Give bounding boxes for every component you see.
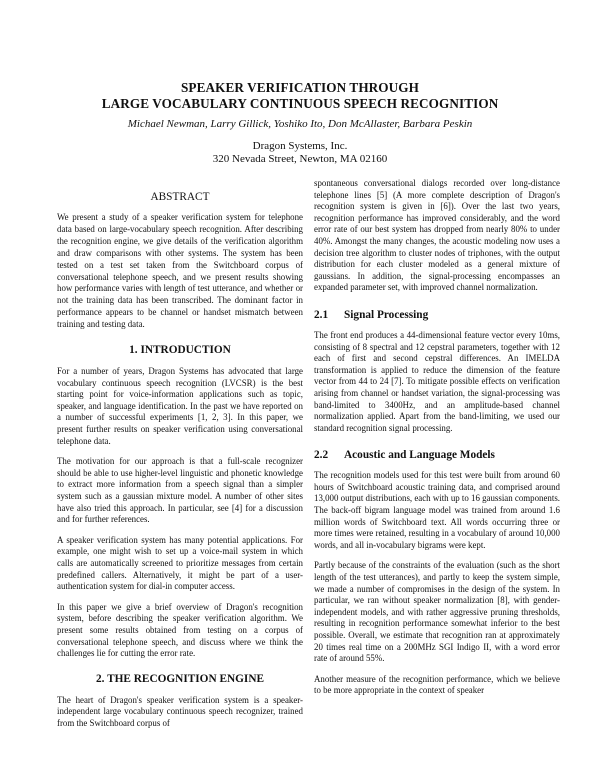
models-paragraph-1: The recognition models used for this test were built from around 60 hours of Switchboard acoustic training data, and comprised around 13,000 output distributions, each with up to 16 gaussian components. The back-off bigram language model was trained from around 1.6 million words of Switchboard text. All words occurring three or more times were retained, resulting in a vocabulary of around 10,000 words, and all in-vocabulary bigrams were kept.	[314, 470, 561, 550]
author-list: Michael Newman, Larry Gillick, Yoshiko Ito, Don McAllaster, Barbara Peskin	[127, 118, 473, 130]
acoustic-models-heading	[314, 448, 560, 462]
engine-paragraph-1: The heart of Dragon's speaker verification system is a speaker-independent large vocabulary continuous speech recognizer, trained from the Switchboard corpus of	[57, 694, 303, 728]
signal-processing-heading	[314, 308, 560, 322]
left-column	[57, 190, 303, 730]
section-title: Acoustic and Language Models	[344, 449, 495, 462]
models-paragraph-3: Another measure of the recognition performance, which we believe to be more appropriate in the context of speaker	[314, 673, 560, 696]
right-column	[314, 178, 560, 697]
signal-paragraph-1: The front end produces a 44-dimensional feature vector every 10ms, consisting of 8 spectral and 12 cepstral parameters, together with 12 each of first and second cepstral differences. An IMELDA transformation is applied to reduce the dimension of the feature vector from 44 to 24 [7]. To mitigate possible effects on verification arising from channel or handset variation, the signal-processing was band-limited to 3400Hz, and an amplitude-based channel normalization applied. Apart from the band-limiting, we used our standard recognition signal processing.	[314, 329, 560, 433]
intro-paragraph-2: The motivation for our approach is that a full-scale recognizer should be able to use higher-level linguistic and phonetic knowledge to extract more information from a speech signal than a simpler system such as a gaussian mixture model. A number of other sites have also tried this approach. In particular, see [4] for a discussion and for further references.	[57, 456, 303, 525]
abstract-heading: ABSTRACT	[150, 191, 210, 203]
introduction-heading: 1. INTRODUCTION	[129, 344, 231, 357]
title-line-1: SPEAKER VERIFICATION THROUGH	[180, 80, 420, 95]
section-number: 2.1	[314, 308, 329, 321]
engine-paragraph-1-continued: spontaneous conversational dialogs recorded over long-distance telephone lines [5] (A more complete description of Dragon's recognition system is given in [6]). Over the last two years, recognition performance has improved considerably, and the word error rate of our best system has dropped from nearly 80% to under 40%. Amongst the many changes, the acoustic modeling now uses a decision tree algorithm to cluster nodes of triphones, with the output distribution for each cluster modeled as a general mixture of gaussians. In addition, the signal-processing encompasses an expanded parameter set, with improved channel normalization.	[314, 178, 560, 293]
intro-paragraph-4: In this paper we give a brief overview of Dragon's recognition system, before describing the speaker verification algorithm. We present some results obtained from testing on a corpus of conversational telephone speech, and discuss where we think the challenges lie for cutting the error rate.	[57, 601, 303, 659]
abstract-text: We present a study of a speaker verification system for telephone data based on large-vocabulary speech recognition. After describing the recognition engine, we give details of the verification algorithm and draw comparisons with other systems. The system has been tested on a test set taken from the Switchboard corpus of conversational telephone speech, and we present results showing how performance varies with length of test utterance, and whether or not the training data has been transcribed. The dominant factor in performance appears to be channel or handset mismatch between training and testing data.	[57, 212, 303, 330]
section-number: 2.2	[314, 449, 329, 462]
affiliation	[0, 140, 600, 166]
section-title: Signal Processing	[344, 308, 429, 321]
models-paragraph-2: Partly because of the constraints of the evaluation (such as the short length of the test utterances), and partly to keep the system simple, we made a number of compromises in the design of the system. In particular, we ran without speaker normalization [8], with gender-independent models, and with rather aggressive pruning thresholds, resulting in recognition performance somewhat inferior to the best possible. Overall, we estimate that recognition ran at approximately 20 times real time on a 200MHz SGI Indigo II, with a word error rate of around 55%.	[314, 560, 560, 664]
affiliation-address: 320 Nevada Street, Newton, MA 02160	[212, 153, 388, 165]
intro-paragraph-1: For a number of years, Dragon Systems has advocated that large vocabulary continuous speech recognition (LVCSR) is the best starting point for voice-information applications such as topic, speaker, and language identification. In the past we have reported on a number of successful experiments [1, 2, 3]. In this paper, we present further results on speaker verification using conversational telephone data.	[57, 366, 303, 446]
engine-heading: 2. THE RECOGNITION ENGINE	[95, 672, 265, 685]
affiliation-name: Dragon Systems, Inc.	[252, 140, 348, 152]
title-line-2: LARGE VOCABULARY CONTINUOUS SPEECH RECOGNITION	[101, 96, 499, 111]
intro-paragraph-3: A speaker verification system has many potential applications. For example, one might wish to set up a voice-mail system in which calls are automatically screened to prioritize messages from certain predefined callers. Alternatively, it might be part of a user-authentication system for dial-in computer access.	[57, 534, 303, 592]
paper-title	[0, 80, 600, 112]
